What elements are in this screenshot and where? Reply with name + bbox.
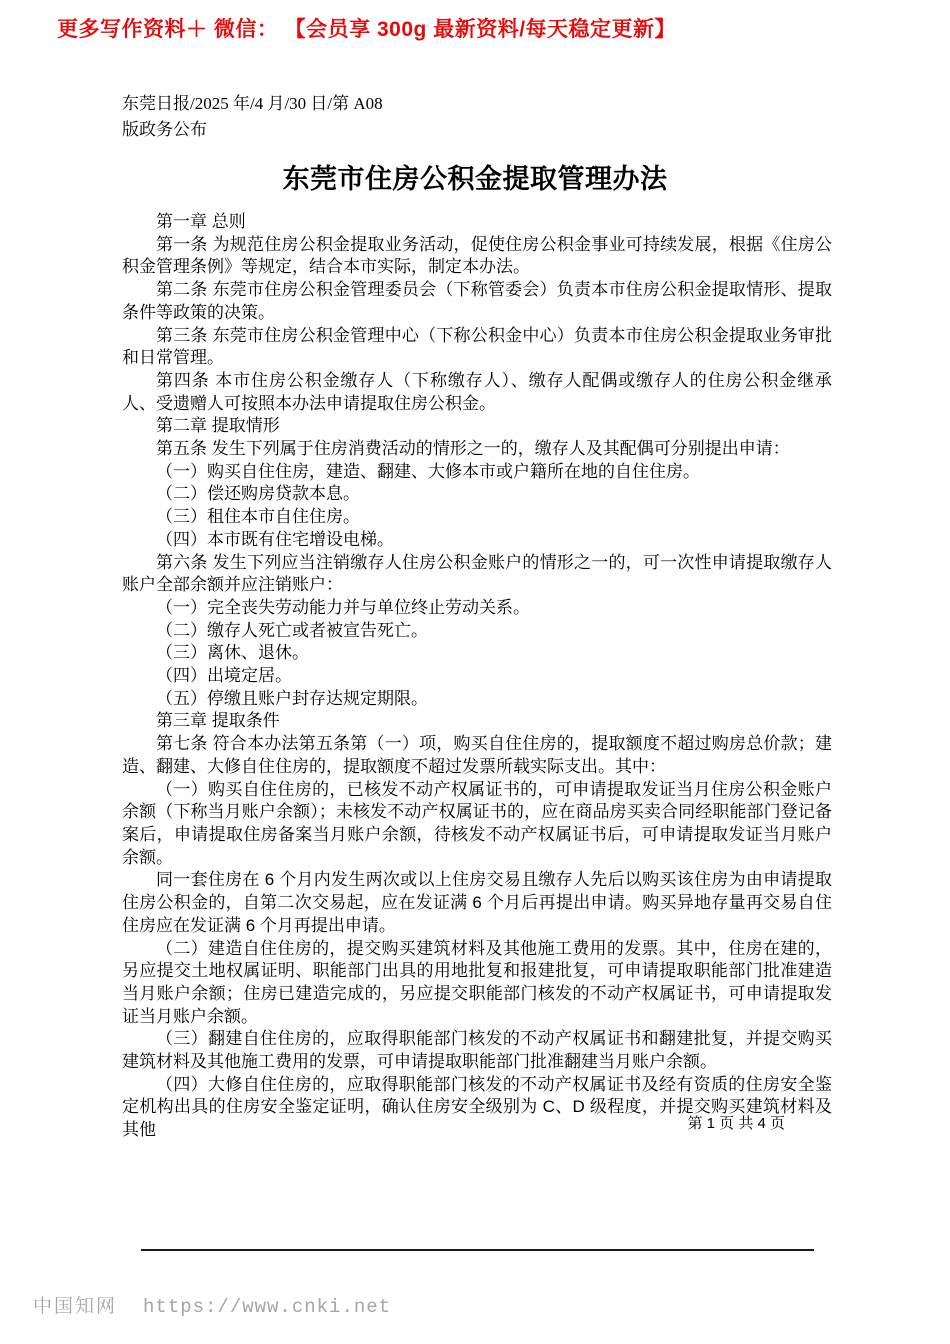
document-title: 东莞市住房公积金提取管理办法: [282, 164, 668, 194]
document-body: [122, 211, 832, 1142]
paragraph: （三）翻建自住住房的，应取得职能部门核发的不动产权属证书和翻建批复，并提交购买建筑材料及其他施工费用的发票，可申请提取职能部门批准翻建当月账户余额。: [122, 1029, 832, 1072]
paragraph: 第六条 发生下列应当注销缴存人住房公积金账户的情形之一的，可一次性申请提取缴存人账户全部余额并应注销账户：: [122, 552, 832, 595]
paragraph: 第七条 符合本办法第五条第（一）项，购买自住住房的，提取额度不超过购房总价款；建造、翻建、大修自住住房的，提取额度不超过发票所载实际支出。其中：: [122, 734, 832, 776]
paragraph: 同一套住房在 6 个月内发生两次或以上住房交易且缴存人先后以购买该住房为由申请提取住房公积金的，自第二次交易起，应在发证满 6 个月后再提出申请。购买异地存量再交易自住住房应在发证满 6 个月再提出申请。: [122, 870, 832, 935]
paragraph: （一）购买自住住房的，已核发不动产权属证书的，可申请提取发证当月住房公积金账户余额（下称当月账户余额）；未核发不动产权属证书的，应在商品房买卖合同经职能部门登记备案后，申请提取住房备案当月账户余额，待核发不动产权属证书后，可申请提取发证当月账户余额。: [122, 779, 832, 867]
paragraph: 第二条 东莞市住房公积金管理委员会（下称管委会）负责本市住房公积金提取情形、提取条件等政策的决策。: [122, 280, 832, 322]
paragraph: （二）建造自住住房的，提交购买建筑材料及其他施工费用的发票。其中，住房在建的，另应提交土地权属证明、职能部门出具的用地批复和报建批复，可申请提取职能部门批准建造当月账户余额；住房已建造完成的，另应提交职能部门核发的不动产权属证书，可申请提取发证当月账户余额。: [122, 938, 832, 1026]
paragraph: （四）本市既有住宅增设电梯。: [156, 529, 394, 549]
paragraph: 第一条 为规范住房公积金提取业务活动，促使住房公积金事业可持续发展，根据《住房公积金管理条例》等规定，结合本市实际，制定本办法。: [122, 234, 832, 277]
paragraph: 第一章 总则: [156, 212, 246, 231]
promo-banner: 更多写作资料＋ 微信： 【会员享 300g 最新资料/每天稳定更新】: [57, 18, 677, 41]
paragraph: （二）缴存人死亡或者被宣告死亡。: [156, 620, 428, 640]
paragraph: （一）购买自住住房，建造、翻建、大修本市或户籍所在地的自住住房。: [156, 461, 700, 481]
source-info: [122, 91, 383, 143]
paragraph: （一）完全丧失劳动能力并与单位终止劳动关系。: [156, 597, 530, 617]
paragraph: 第三章 提取条件: [156, 711, 280, 731]
paragraph: 第五条 发生下列属于住房消费活动的情形之一的，缴存人及其配偶可分别提出申请：: [156, 439, 790, 459]
paragraph: （四）大修自住住房的，应取得职能部门核发的不动产权属证书及经有资质的住房安全鉴定机构出具的住房安全鉴定证明，确认住房安全级别为 C、D 级程度，并提交购买建筑材料及其他: [122, 1074, 832, 1140]
paragraph: 第三条 东莞市住房公积金管理中心（下称公积金中心）负责本市住房公积金提取业务审批和日常管理。: [122, 325, 832, 368]
watermark-site-name: 中国知网: [33, 1296, 118, 1317]
source-line-2: 版政务公布: [122, 120, 207, 139]
paragraph: （四）出境定居。: [156, 666, 292, 686]
paragraph: 第二章 提取情形: [156, 416, 280, 436]
watermark-url: https://www.cnki.net: [143, 1296, 392, 1318]
paragraph: 第四条 本市住房公积金缴存人（下称缴存人）、缴存人配偶或缴存人的住房公积金继承人、受遗赠人可按照本办法申请提取住房公积金。: [122, 370, 832, 413]
paragraph: （三）租住本市自住住房。: [156, 507, 360, 527]
watermark: [33, 1291, 391, 1318]
paragraph: （五）停缴且账户封存达规定期限。: [156, 688, 428, 708]
footer-divider: [141, 1249, 814, 1251]
page-number: 第 1 页 共 4 页: [687, 1115, 785, 1132]
paragraph: （二）偿还购房贷款本息。: [156, 484, 360, 504]
paragraph: （三）离休、退休。: [156, 643, 309, 663]
source-line-1: 东莞日报/2025 年/4 月/30 日/第 A08: [122, 94, 383, 113]
